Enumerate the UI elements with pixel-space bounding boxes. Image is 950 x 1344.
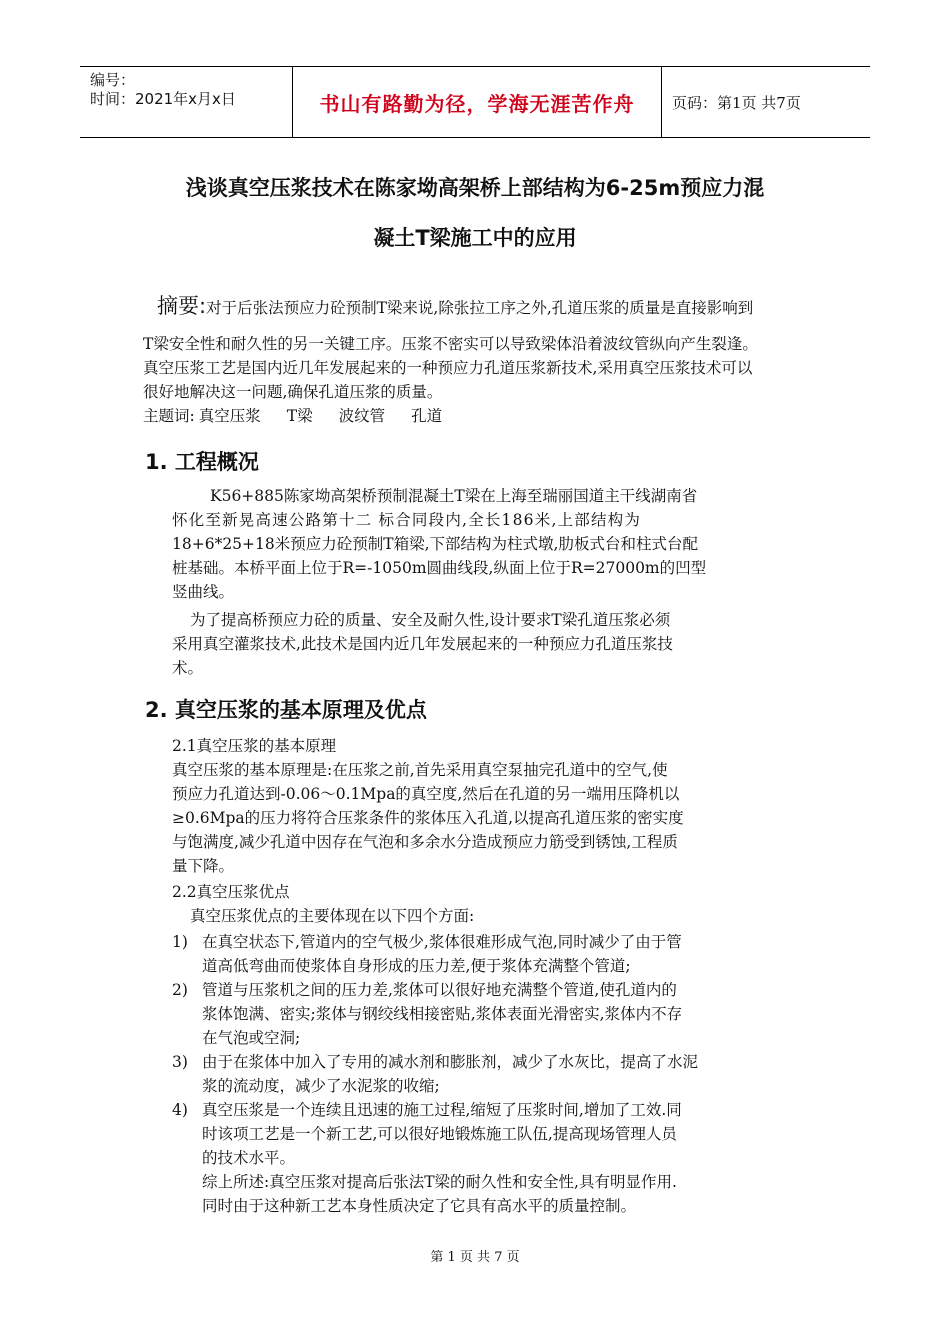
keyword: T梁	[286, 407, 313, 425]
keywords-label: 主题词:	[143, 407, 195, 425]
list-item-line: 真空压浆是一个连续且迅速的施工过程,缩短了压浆时间,增加了工效.同	[202, 1101, 682, 1119]
abstract-line-3: 真空压浆工艺是国内近几年发展起来的一种预应力孔道压浆新技术,采用真空压浆技术可以	[143, 359, 753, 377]
paragraph-line: 18+6*25+18米预应力砼预制T箱梁,下部结构为柱式墩,肋板式台和柱式台配	[172, 535, 698, 553]
conclusion-line: 同时由于这种新工艺本身性质决定了它具有高水平的质量控制。	[202, 1197, 637, 1215]
abstract-line-4: 很好地解决这一问题,确保孔道压浆的质量。	[143, 383, 443, 401]
paragraph-line: 竖曲线。	[172, 583, 235, 601]
list-item-line: 浆体饱满、密实;浆体与钢绞线相接密贴,浆体表面光滑密实,浆体内不存	[202, 1005, 683, 1023]
paragraph-line: 采用真空灌浆技术,此技术是国内近几年发展起来的一种预应力孔道压浆技	[172, 635, 673, 653]
header-page-cell	[662, 67, 870, 137]
header-meta	[80, 67, 292, 137]
list-item-line: 在真空状态下,管道内的空气极少,浆体很难形成气泡,同时减少了由于管	[202, 933, 682, 951]
page-info: 页码：第1页 共7页	[672, 93, 801, 112]
title-line-1: 浅谈真空压浆技术在陈家坳高架桥上部结构为6-25m预应力混	[185, 176, 765, 200]
section-1-paragraph-1	[172, 484, 822, 604]
paragraph-line: ≥0.6Mpa的压力将符合压浆条件的浆体压入孔道,以提高孔道压浆的密实度	[172, 809, 684, 827]
abstract-first-line	[157, 294, 857, 320]
section-2-2-intro: 真空压浆优点的主要体现在以下四个方面:	[190, 907, 475, 925]
list-item	[172, 1098, 822, 1170]
list-item-line: 浆的流动度，减少了水泥浆的收缩;	[202, 1077, 440, 1095]
list-item-line: 管道与压浆机之间的压力差,浆体可以很好地充满整个管道,使孔道内的	[202, 981, 677, 999]
time-label: 时间：2021年x月x日	[90, 90, 236, 108]
abstract-line-1: 对于后张法预应力砼预制T梁来说,除张拉工序之外,孔道压浆的质量是直接影响到	[206, 299, 754, 317]
document-header	[80, 66, 870, 138]
list-item-number: 4)	[172, 1101, 188, 1119]
section-2-1-subheading: 2.1真空压浆的基本原理	[172, 737, 337, 755]
motto: 书山有路勤为径，学海无涯苦作舟	[319, 91, 635, 116]
paragraph-line: 怀化至新晃高速公路第十二 标合同段内,全长186米,上部结构为	[172, 511, 642, 529]
abstract-label: 摘要:	[157, 294, 207, 318]
section-2-1-text	[172, 758, 822, 878]
paragraph-line: 桩基础。本桥平面上位于R=-1050m圆曲线段,纵面上位于R=27000m的凹型	[172, 559, 707, 577]
keyword: 孔道	[411, 407, 443, 425]
list-item-number: 3)	[172, 1053, 188, 1071]
paragraph-line: 与饱满度,减少孔道中因存在气泡和多余水分造成预应力筋受到锈蚀,工程质	[172, 833, 678, 851]
number-label: 编号：	[90, 71, 136, 89]
header-motto-cell	[292, 67, 662, 137]
paragraph-line: 真空压浆的基本原理是:在压浆之前,首先采用真空泵抽完孔道中的空气,使	[172, 761, 668, 779]
keyword: 真空压浆	[198, 407, 261, 425]
conclusion-line: 综上所述:真空压浆对提高后张法T梁的耐久性和安全性,具有明显作用.	[202, 1173, 677, 1191]
list-item	[172, 930, 822, 978]
list-item-line: 时该项工艺是一个新工艺,可以很好地锻炼施工队伍,提高现场管理人员	[202, 1125, 677, 1143]
list-item-line: 道高低弯曲而使浆体自身形成的压力差,便于浆体充满整个管道;	[202, 957, 631, 975]
section-2-2-subheading: 2.2真空压浆优点	[172, 883, 290, 901]
conclusion	[172, 1170, 822, 1218]
list-item-number: 2)	[172, 981, 188, 999]
advantages-list	[172, 930, 822, 1218]
keywords-line	[143, 404, 843, 428]
paragraph-line: 为了提高桥预应力砼的质量、安全及耐久性,设计要求T梁孔道压浆必须	[190, 611, 671, 629]
section-1-heading: 1. 工程概况	[145, 450, 259, 474]
page-footer: 第 1 页 共 7 页	[430, 1250, 520, 1265]
paragraph-line: K56+885陈家坳高架桥预制混凝土T梁在上海至瑞丽国道主干线湖南省	[210, 487, 698, 505]
abstract-line-2: T梁安全性和耐久性的另一关键工序。压浆不密实可以导致梁体沿着波纹管纵向产生裂逢。	[143, 335, 758, 353]
list-item	[172, 978, 822, 1050]
list-item-line: 由于在浆体中加入了专用的减水剂和膨胀剂，减少了水灰比，提高了水泥	[202, 1053, 699, 1071]
section-2-heading: 2. 真空压浆的基本原理及优点	[145, 698, 427, 722]
list-item-line: 在气泡或空洞;	[202, 1029, 301, 1047]
title-line-2: 凝土T梁施工中的应用	[373, 226, 577, 250]
section-1-paragraph-2	[172, 608, 822, 680]
list-item	[172, 1050, 822, 1098]
list-item-number: 1)	[172, 933, 188, 951]
paragraph-line: 术。	[172, 659, 204, 677]
list-item-line: 的技术水平。	[202, 1149, 296, 1167]
paragraph-line: 量下降。	[172, 857, 235, 875]
paragraph-line: 预应力孔道达到-0.06～0.1Mpa的真空度,然后在孔道的另一端用压降机以	[172, 785, 680, 803]
keyword: 波纹管	[338, 407, 386, 425]
